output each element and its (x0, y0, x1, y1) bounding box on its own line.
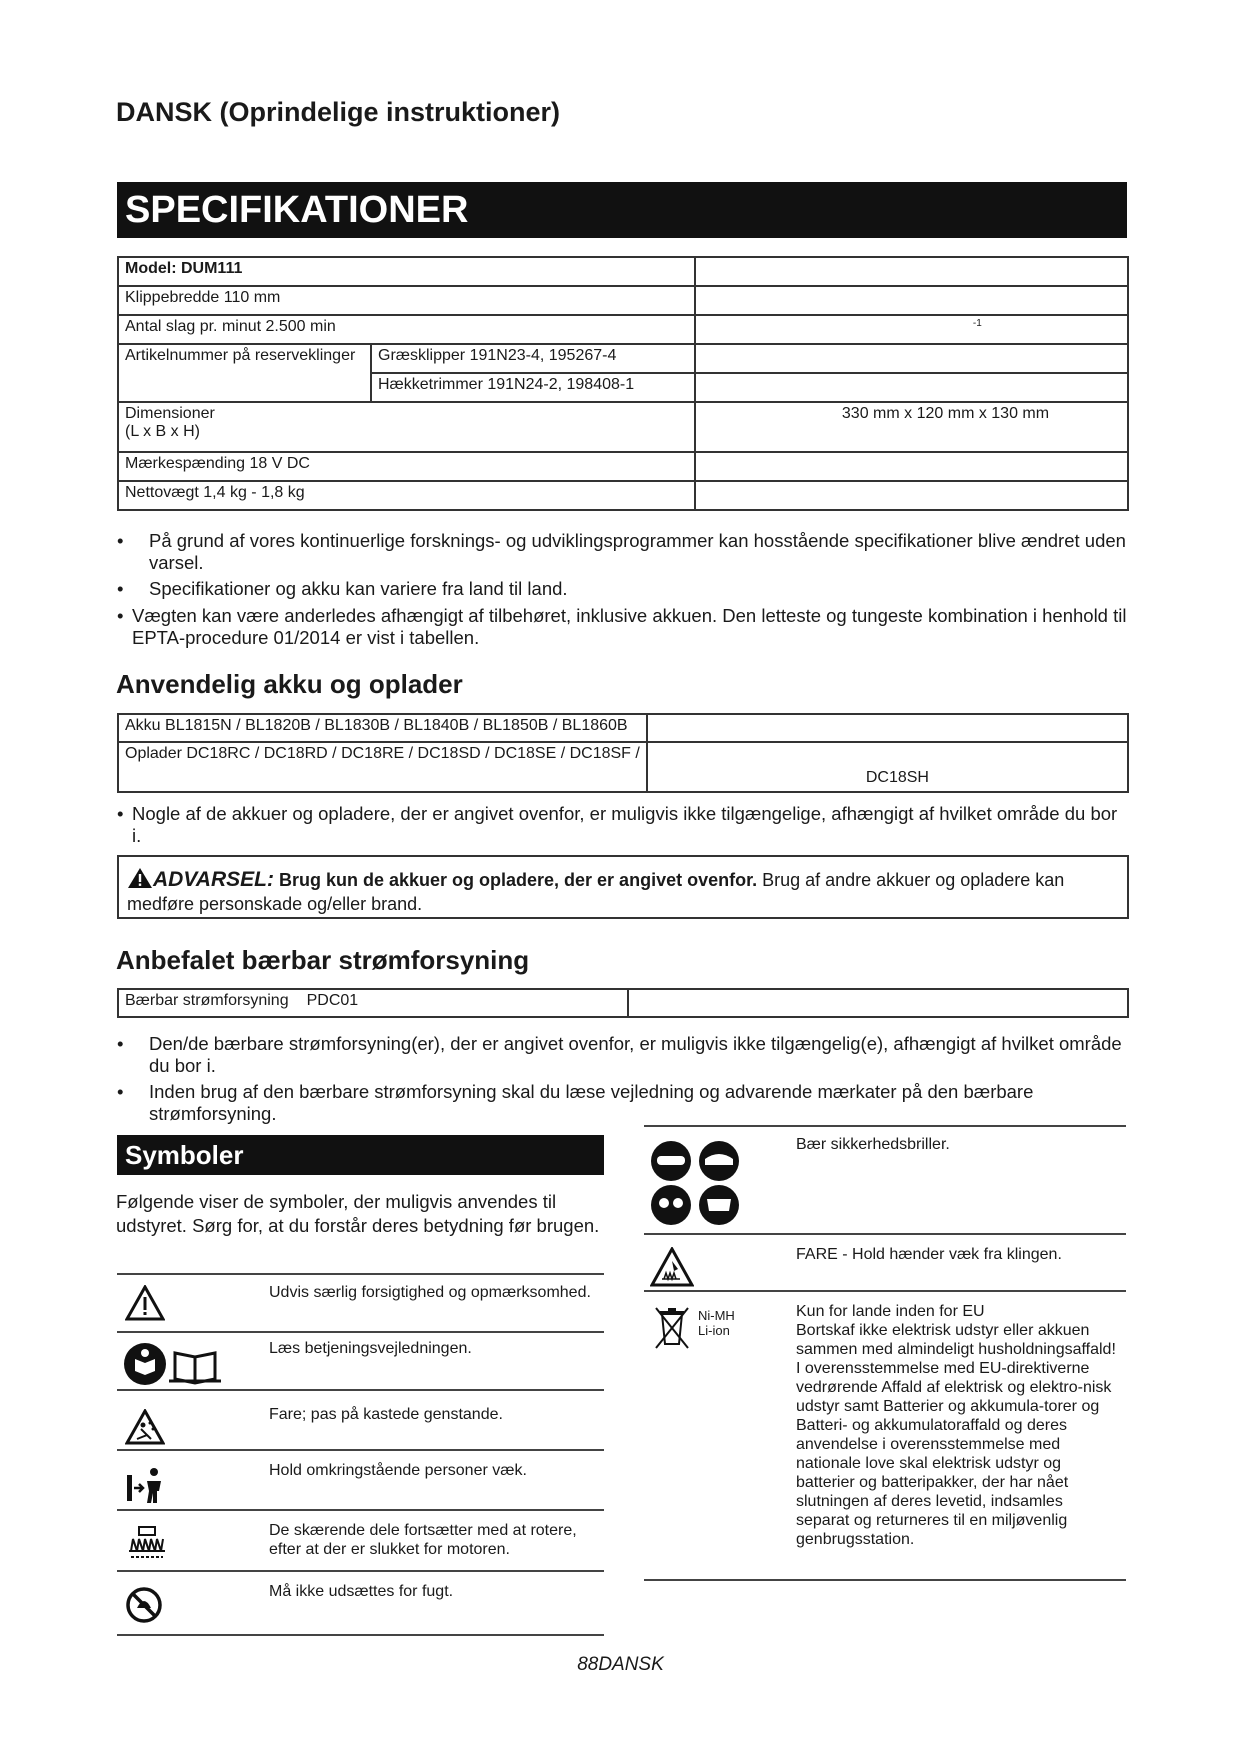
symbols-intro: Følgende viser de symboler, der muligvis anvendes til udstyret. Sørg for, at du forstår deres betydning før brugen. (116, 1191, 600, 1236)
power-note: • Den/de bærbare strømforsyning(er), der er angivet ovenfor, er muligvis ikke tilgængelig(e), afhængigt af hvilket område du bor i. (117, 1033, 1122, 1076)
symbol-row (117, 1273, 604, 1335)
warning-triangle-icon (127, 867, 153, 889)
cut-width: Klippebredde 110 mm (118, 286, 695, 315)
keep-distance-icon (125, 1467, 165, 1505)
akku-table (117, 713, 1129, 793)
symbol-text: Kun for lande inden for EU Bortskaf ikke elektrisk udstyr eller akkuen sammen med almindeligt husholdningsaffald! I overensstemmelse med EU-direktiverne vedrørende Affald af elektrisk og elektro-nisk udstyr samt Batterier og akkumula-torer og Batteri- og akkumulatoraffald og deres anvendelse i overensstemmelse med nationale love skal elektrisk udstyr og batterier og batteripakker, der har nået slutningen af deres levetid, indsamles separat og returneres til en miljøvenlig genbrugsstation. (796, 1303, 1116, 1548)
spec-note: • Vægten kan være anderledes afhængigt af tilbehøret, inklusive akkuen. Den letteste og tungeste kombination i henhold til EPTA-procedure 01/2014 er vist i tabellen. (117, 605, 1127, 648)
spec-cell-empty (695, 286, 1128, 315)
spec-cell-empty (695, 257, 1128, 286)
warning-bold-text: Brug kun de akkuer og opladere, der er angivet ovenfor. (278, 870, 758, 890)
symbol-text: Udvis særlig forsigtighed og opmærksomhed. (269, 1284, 591, 1301)
thrown-objects-icon (125, 1409, 165, 1445)
symbol-text: Hold omkringstående personer væk. (269, 1462, 527, 1479)
symbols-title: Symboler (117, 1135, 604, 1175)
spec-note: • På grund af vores kontinuerlige forsknings- og udviklingsprogrammer kan hosstående specifikationer blive ændret uden varsel. (117, 530, 1126, 573)
spec-cell-empty (695, 373, 1128, 402)
symbol-text: FARE - Hold hænder væk fra klingen. (796, 1246, 1062, 1263)
warning-signal-word: ADVARSEL: (153, 868, 274, 891)
symbol-row (117, 1570, 604, 1636)
akku-note: • Nogle af de akkuer og opladere, der er angivet ovenfor, er muligvis ikke tilgængelige, afhængigt af hvilket område du bor i. (117, 803, 1118, 846)
blade-grass: Græsklipper 191N23-4, 195267-4 (371, 344, 695, 373)
power-section-title: Anbefalet bærbar strømforsyning (116, 945, 530, 975)
power-supply-model: PDC01 (306, 992, 359, 1009)
warning-triangle-icon (125, 1285, 165, 1321)
voltage: Mærkespænding 18 V DC (118, 452, 695, 481)
safety-glasses-icon (649, 1139, 745, 1227)
warning-text: Brug af andre akkuer og opladere kan medføre personskade og/eller brand. (127, 870, 1065, 914)
symbol-row (644, 1125, 1126, 1235)
power-cell-empty (628, 989, 1128, 1017)
strokes: Antal slag pr. minut 2.500 min (118, 315, 695, 344)
charger-list: Oplader DC18RC / DC18RD / DC18RE / DC18SD / DC18SE / DC18SF / (118, 742, 647, 792)
symbol-text: Læs betjeningsvejledningen. (269, 1340, 472, 1357)
symbol-row (644, 1290, 1126, 1581)
symbol-text: Bær sikkerhedsbriller. (796, 1136, 950, 1153)
power-note: • Inden brug af den bærbare strømforsyning skal du læse vejledning og advarende mærkater på den bærbare strømforsyning. (117, 1081, 1034, 1124)
spec-note: • Specifikationer og akku kan variere fra land til land. (117, 578, 568, 599)
spec-cell-empty (695, 452, 1128, 481)
symbol-row (117, 1331, 604, 1393)
weight: Nettovægt 1,4 kg - 1,8 kg (118, 481, 695, 510)
blade-hedge: Hækketrimmer 191N24-2, 198408-1 (371, 373, 695, 402)
akku-list: Akku BL1815N / BL1820B / BL1830B / BL1840B / BL1850B / BL1860B (118, 714, 647, 742)
no-moisture-icon (125, 1586, 163, 1624)
dim-value: 330 mm x 120 mm x 130 mm (695, 402, 1128, 452)
spec-cell-empty (695, 481, 1128, 510)
read-manual-icon (123, 1341, 223, 1387)
blade-hazard-icon (650, 1247, 694, 1287)
strokes-sup: -1 (972, 318, 982, 329)
page-footer: 88DANSK (577, 1654, 664, 1675)
symbol-row (117, 1509, 604, 1573)
symbol-text: Fare; pas på kastede genstande. (269, 1406, 503, 1423)
model-label: Model: DUM111 (118, 257, 695, 286)
charger-extra: DC18SH (647, 742, 1128, 792)
warning-box (117, 855, 1129, 919)
language-title: DANSK (Oprindelige instruktioner) (116, 97, 561, 127)
section-title: SPECIFIKATIONER (117, 182, 1127, 238)
dim-label: Dimensioner (L x B x H) (118, 402, 695, 452)
weee-bin-icon (652, 1304, 692, 1350)
power-table (117, 988, 1129, 1018)
symbol-row (644, 1233, 1126, 1292)
spec-table (117, 256, 1129, 511)
akku-cell-empty (647, 714, 1128, 742)
symbol-text: De skærende dele fortsætter med at rotere, efter at der er slukket for motoren. (269, 1522, 577, 1558)
symbol-text: Må ikke udsættes for fugt. (269, 1583, 454, 1600)
blades-label: Artikelnummer på reserveklinger (118, 344, 371, 402)
rotating-blades-icon (125, 1521, 169, 1561)
symbol-row (117, 1389, 604, 1451)
strokes-unit-cell (695, 315, 1128, 344)
battery-types: Ni-MH Li-ion (698, 1308, 735, 1338)
power-supply-label: Bærbar strømforsyning (125, 992, 289, 1009)
akku-section-title: Anvendelig akku og oplader (116, 669, 463, 699)
symbol-row (117, 1449, 604, 1511)
power-supply-row (118, 989, 628, 1017)
spec-cell-empty (695, 344, 1128, 373)
